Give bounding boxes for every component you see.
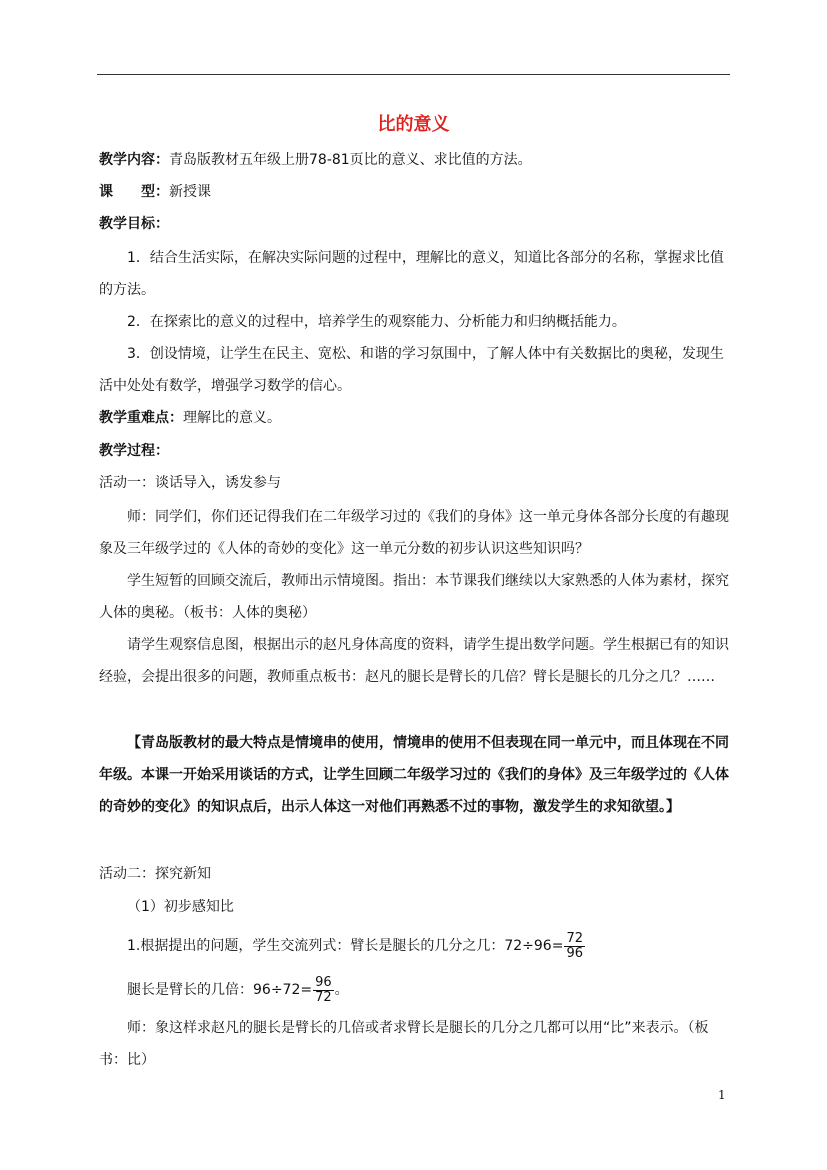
content-label: 教学内容： bbox=[99, 152, 169, 168]
header-rule bbox=[97, 74, 730, 75]
paragraph-4-note: 【青岛版教材的最大特点是情境串的使用，情境串的使用不但表现在同一单元中，而且体现在不同年级。本课一开始采用谈话的方式，让学生回顾二年级学习过的《我们的身体》及三年级学过的《人体的奇妙的变化》的知识点后，出示人体这一对他们再熟悉不过的事物，激发学生的求知欲望。】 bbox=[99, 735, 729, 815]
goal-2: 2．在探索比的意义的过程中，培养学生的观察能力、分析能力和归纳概括能力。 bbox=[127, 314, 626, 330]
fraction-96-72 bbox=[313, 976, 334, 1005]
key-line bbox=[99, 402, 732, 434]
activity-1-heading: 活动一：谈话导入，诱发参与 bbox=[99, 475, 281, 491]
type-text: 新授课 bbox=[169, 184, 211, 200]
type-label: 课 型： bbox=[99, 184, 169, 200]
fraction-numerator: 72 bbox=[566, 930, 583, 946]
fraction-denominator: 72 bbox=[315, 989, 332, 1005]
step-1-heading: （1）初步感知比 bbox=[127, 899, 234, 915]
content-line bbox=[99, 144, 732, 176]
paragraph-1: 师：同学们，你们还记得我们在二年级学习过的《我们的身体》这一单元身体各部分长度的有趣现象及三年级学过的《人体的奇妙的变化》这一单元分数的初步认识这些知识吗？ bbox=[99, 509, 729, 557]
goal-1: 1．结合生活实际，在解决实际问题的过程中，理解比的意义，知道比各部分的名称，掌握求比值的方法。 bbox=[99, 250, 724, 298]
fraction-denominator: 96 bbox=[566, 945, 583, 961]
paragraph-2: 学生短暂的回顾交流后，教师出示情境图。指出：本节课我们继续以大家熟悉的人体为素材，探究人体的奥秘。（板书：人体的奥秘） bbox=[99, 573, 729, 621]
equation-1-text: 1.根据提出的问题，学生交流列式：臂长是腿长的几分之几：72÷96= bbox=[127, 938, 564, 954]
process-heading: 教学过程： bbox=[99, 443, 169, 459]
activity-2-heading: 活动二：探究新知 bbox=[99, 866, 211, 882]
equation-1 bbox=[127, 930, 727, 962]
goals-heading: 教学目标： bbox=[99, 216, 169, 232]
equation-2 bbox=[127, 974, 727, 1006]
fraction-72-96 bbox=[564, 932, 585, 961]
type-line bbox=[99, 176, 732, 208]
key-text: 理解比的意义。 bbox=[183, 410, 281, 426]
paragraph-5: 师：象这样求赵凡的腿长是臂长的几倍或者求臂长是腿长的几分之几都可以用“比”来表示。（板书：比） bbox=[99, 1020, 709, 1068]
page-title: 比的意义 bbox=[377, 114, 450, 135]
fraction-numerator: 96 bbox=[315, 974, 332, 990]
content-text: 青岛版教材五年级上册78-81页比的意义、求比值的方法。 bbox=[169, 152, 532, 168]
page-number: 1 bbox=[718, 1088, 726, 1102]
key-label: 教学重难点： bbox=[99, 410, 183, 426]
goal-3: 3．创设情境，让学生在民主、宽松、和谐的学习氛围中，了解人体中有关数据比的奥秘，发现生活中处处有数学，增强学习数学的信心。 bbox=[99, 346, 724, 394]
equation-2-text: 腿长是臂长的几倍：96÷72= bbox=[127, 982, 313, 998]
paragraph-3: 请学生观察信息图，根据出示的赵凡身体高度的资料，请学生提出数学问题。学生根据已有的知识经验，会提出很多的问题，教师重点板书：赵凡的腿长是臂长的几倍？臂长是腿长的几分之几？…… bbox=[99, 637, 729, 685]
equation-2-end: 。 bbox=[334, 982, 349, 998]
